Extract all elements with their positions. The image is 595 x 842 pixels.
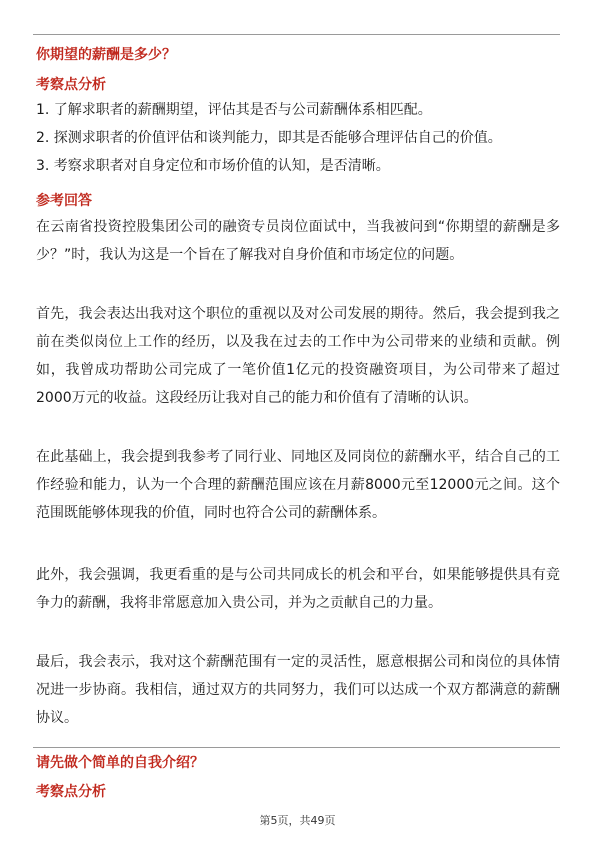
question-title: 你期望的薪酬是多少？: [36, 47, 176, 63]
answer-heading: 参考回答: [36, 193, 92, 209]
answer-paragraph: 在云南省投资控股集团公司的融资专员岗位面试中，当我被问到“你期望的薪酬是多少？”时，我认为这是一个旨在了解我对自身价值和市场定位的问题。: [36, 219, 560, 263]
top-divider: [33, 34, 560, 35]
answer-paragraph: 在此基础上，我会提到我参考了同行业、同地区及同岗位的薪酬水平，结合自己的工作经验和能力，认为一个合理的薪酬范围应该在月薪8000元至12000元之间。这个范围既能够体现我的价值，同时也符合公司的薪酬体系。: [36, 449, 560, 521]
analysis-heading: 考察点分析: [36, 77, 106, 93]
analysis-item: 1. 了解求职者的薪酬期望，评估其是否与公司薪酬体系相匹配。: [36, 102, 432, 118]
analysis-item: 3. 考察求职者对自身定位和市场价值的认知，是否清晰。: [36, 158, 390, 174]
question-title: 请先做个简单的自我介绍？: [36, 755, 204, 771]
analysis-item: 2. 探测求职者的价值评估和谈判能力，即其是否能够合理评估自己的价值。: [36, 130, 502, 146]
analysis-heading: 考察点分析: [36, 784, 106, 800]
answer-paragraph: 最后，我会表示，我对这个薪酬范围有一定的灵活性，愿意根据公司和岗位的具体情况进一步协商。我相信，通过双方的共同努力，我们可以达成一个双方都满意的薪酬协议。: [36, 654, 560, 726]
section-divider: [33, 747, 560, 748]
page-number: 第5页，共49页: [259, 814, 336, 827]
answer-paragraph: 此外，我会强调，我更看重的是与公司共同成长的机会和平台，如果能够提供具有竞争力的薪酬，我将非常愿意加入贵公司，并为之贡献自己的力量。: [36, 567, 560, 611]
answer-paragraph: 首先，我会表达出我对这个职位的重视以及对公司发展的期待。然后，我会提到我之前在类似岗位上工作的经历，以及我在过去的工作中为公司带来的业绩和贡献。例如，我曾成功帮助公司完成了一笔价值1亿元的投资融资项目，为公司带来了超过2000万元的收益。这段经历让我对自己的能力和价值有了清晰的认识。: [36, 306, 560, 406]
